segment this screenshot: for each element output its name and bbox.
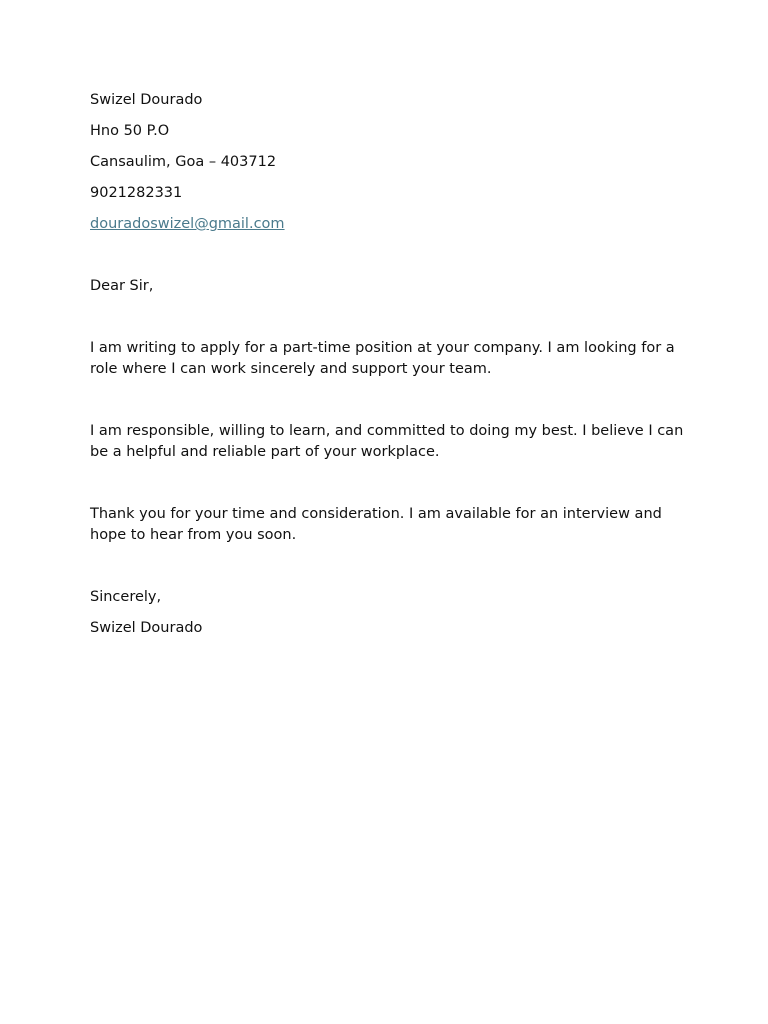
sender-address-line2: Cansaulim, Goa – 403712 [90, 154, 277, 170]
body-paragraph-3: Thank you for your time and consideration. I am available for an interview and hope to hear from you soon. [90, 506, 662, 543]
closing: Sincerely, [90, 589, 162, 605]
sender-phone: 9021282331 [90, 185, 183, 201]
body-paragraph-1: I am writing to apply for a part-time position at your company. I am looking for a role where I can work sincerely and support your team. [90, 340, 675, 377]
sender-email-line [90, 214, 685, 235]
sender-name: Swizel Dourado [90, 92, 203, 108]
body-paragraph-2: I am responsible, willing to learn, and committed to doing my best. I believe I can be a helpful and reliable part of your workplace. [90, 423, 684, 460]
cover-letter [90, 90, 685, 649]
sender-address-line1: Hno 50 P.O [90, 123, 170, 139]
signature: Swizel Dourado [90, 620, 203, 636]
sender-email-link[interactable]: douradoswizel@gmail.com [90, 216, 285, 232]
salutation: Dear Sir, [90, 278, 154, 294]
